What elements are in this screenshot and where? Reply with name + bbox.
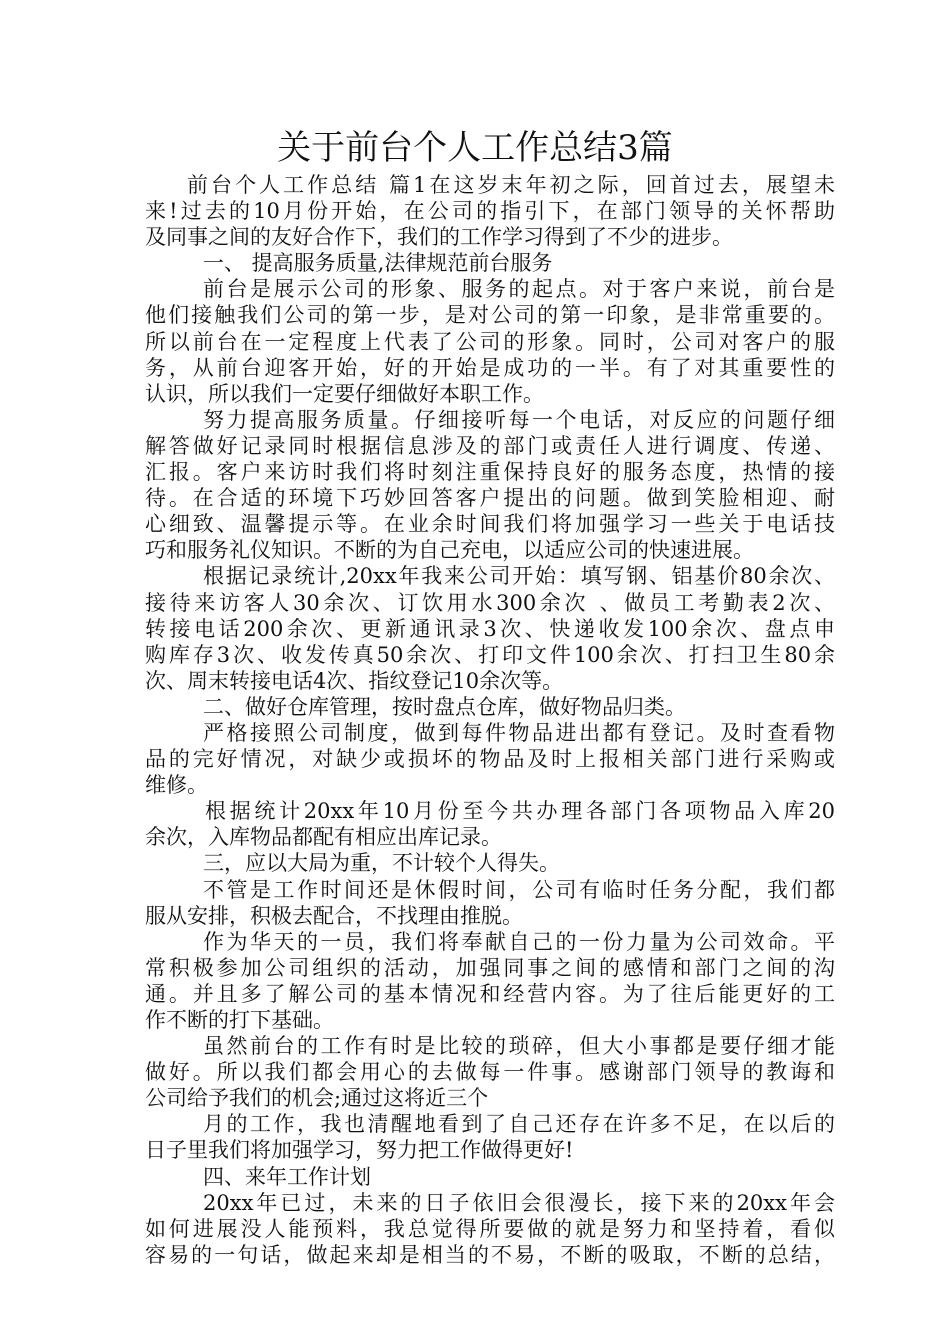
text-line: 务，从前台迎客开始，好的开始是成功的一半。有了对其重要性的 xyxy=(145,355,835,380)
text-line: 容易的一句话，做起来却是相当的不易，不断的吸取，不断的总结， xyxy=(145,1242,835,1267)
text-line: 日子里我们将加强学习，努力把工作做得更好! xyxy=(145,1138,574,1163)
text-line: 公司给予我们的机会;通过这将近三个 xyxy=(145,1086,489,1111)
text-line: 根据统计20xx年10月份至今共办理各部门各项物品入库20 xyxy=(205,799,835,824)
text-line: 巧和服务礼仪知识。不断的为自己充电，以适应公司的快速进展。 xyxy=(145,538,754,563)
text-line: 服从安排，积极去配合，不找理由推脱。 xyxy=(145,903,523,928)
text-line: 余次，入库物品都配有相应出库记录。 xyxy=(145,825,502,850)
text-line: 作为华天的一员，我们将奉献自己的一份力量为公司效命。平 xyxy=(203,929,835,954)
document-body xyxy=(145,172,835,1268)
text-line: 转接电话200余次、更新通讯录3次、快递收发100余次、盘点申 xyxy=(145,616,835,641)
text-line: 作不断的打下基础。 xyxy=(145,1008,334,1032)
text-line: 常积极参加公司组织的活动，加强同事之间的感情和部门之间的沟 xyxy=(145,955,835,980)
text-line: 维修。 xyxy=(145,773,208,798)
text-line: 汇报。客户来访时我们将时刻注重保持良好的服务态度，热情的接 xyxy=(145,460,835,485)
text-line: 通。并且多了解公司的基本情况和经营内容。为了往后能更好的工 xyxy=(145,981,835,1006)
text-line: 如何进展没人能预料，我总觉得所要做的就是努力和坚持着，看似 xyxy=(145,1216,835,1241)
text-line: 及同事之间的友好合作下，我们的工作学习得到了不少的进步。 xyxy=(145,225,733,250)
text-line: 前台个人工作总结 篇1在这岁末年初之际，回首过去，展望未 xyxy=(187,173,835,197)
text-line: 心细致、温馨提示等。在业余时间我们将加强学习一些关于电话技 xyxy=(145,512,835,537)
text-line: 前台是展示公司的形象、服务的起点。对于客户来说，前台是 xyxy=(203,277,835,302)
text-line: 他们接触我们公司的第一步，是对公司的第一印象，是非常重要的。 xyxy=(145,303,835,328)
text-line: 接待来访客人30余次、订饮用水300余次 、做员工考勤表2次、 xyxy=(145,590,835,615)
text-line: 月的工作，我也清醒地看到了自己还存在许多不足，在以后的 xyxy=(203,1112,835,1137)
text-line: 严格接照公司制度，做到每件物品进出都有登记。及时查看物 xyxy=(203,720,835,745)
text-line: 解答做好记录同时根据信息涉及的部门或责任人进行调度、传递、 xyxy=(145,433,835,458)
text-line: 认识，所以我们一定要仔细做好本职工作。 xyxy=(145,381,544,406)
text-line: 所以前台在一定程度上代表了公司的形象。同时，公司对客户的服 xyxy=(145,329,835,354)
text-line: 做好。所以我们都会用心的去做每一件事。感谢部门领导的教诲和 xyxy=(145,1060,835,1085)
text-line: 品的完好情况，对缺少或损坏的物品及时上报相关部门进行采购或 xyxy=(145,747,835,772)
text-line: 待。在合适的环境下巧妙回答客户提出的问题。做到笑脸相迎、耐 xyxy=(145,486,835,511)
text-line: 20xx年已过，未来的日子依旧会很漫长，接下来的20xx年会 xyxy=(203,1190,835,1215)
text-line: 三，应以大局为重，不计较个人得失。 xyxy=(203,851,560,876)
text-line: 二、做好仓库管理，按时盘点仓库，做好物品归类。 xyxy=(203,694,686,719)
text-line: 根据记录统计,20xx年我来公司开始：填写钢、铝基价80余次、 xyxy=(203,564,835,589)
text-line: 四、来年工作计划 xyxy=(203,1164,371,1189)
text-line: 次、周末转接电话4次、指纹登记10余次等。 xyxy=(145,668,564,693)
text-line: 虽然前台的工作有时是比较的琐碎，但大小事都是要仔细才能 xyxy=(203,1034,835,1059)
text-line: 来!过去的10月份开始，在公司的指引下，在部门领导的关怀帮助 xyxy=(145,199,835,224)
text-line: 不管是工作时间还是休假时间，公司有临时任务分配，我们都 xyxy=(203,877,835,902)
text-line: 努力提高服务质量。仔细接听每一个电话，对反应的问题仔细 xyxy=(203,407,835,432)
text-line: 购库存3次、收发传真50余次、打印文件100余次、打扫卫生80余 xyxy=(145,642,835,667)
text-line: 一、 提高服务质量,法律规范前台服务 xyxy=(203,251,553,276)
document-title: 关于前台个人工作总结3篇 xyxy=(277,128,673,168)
